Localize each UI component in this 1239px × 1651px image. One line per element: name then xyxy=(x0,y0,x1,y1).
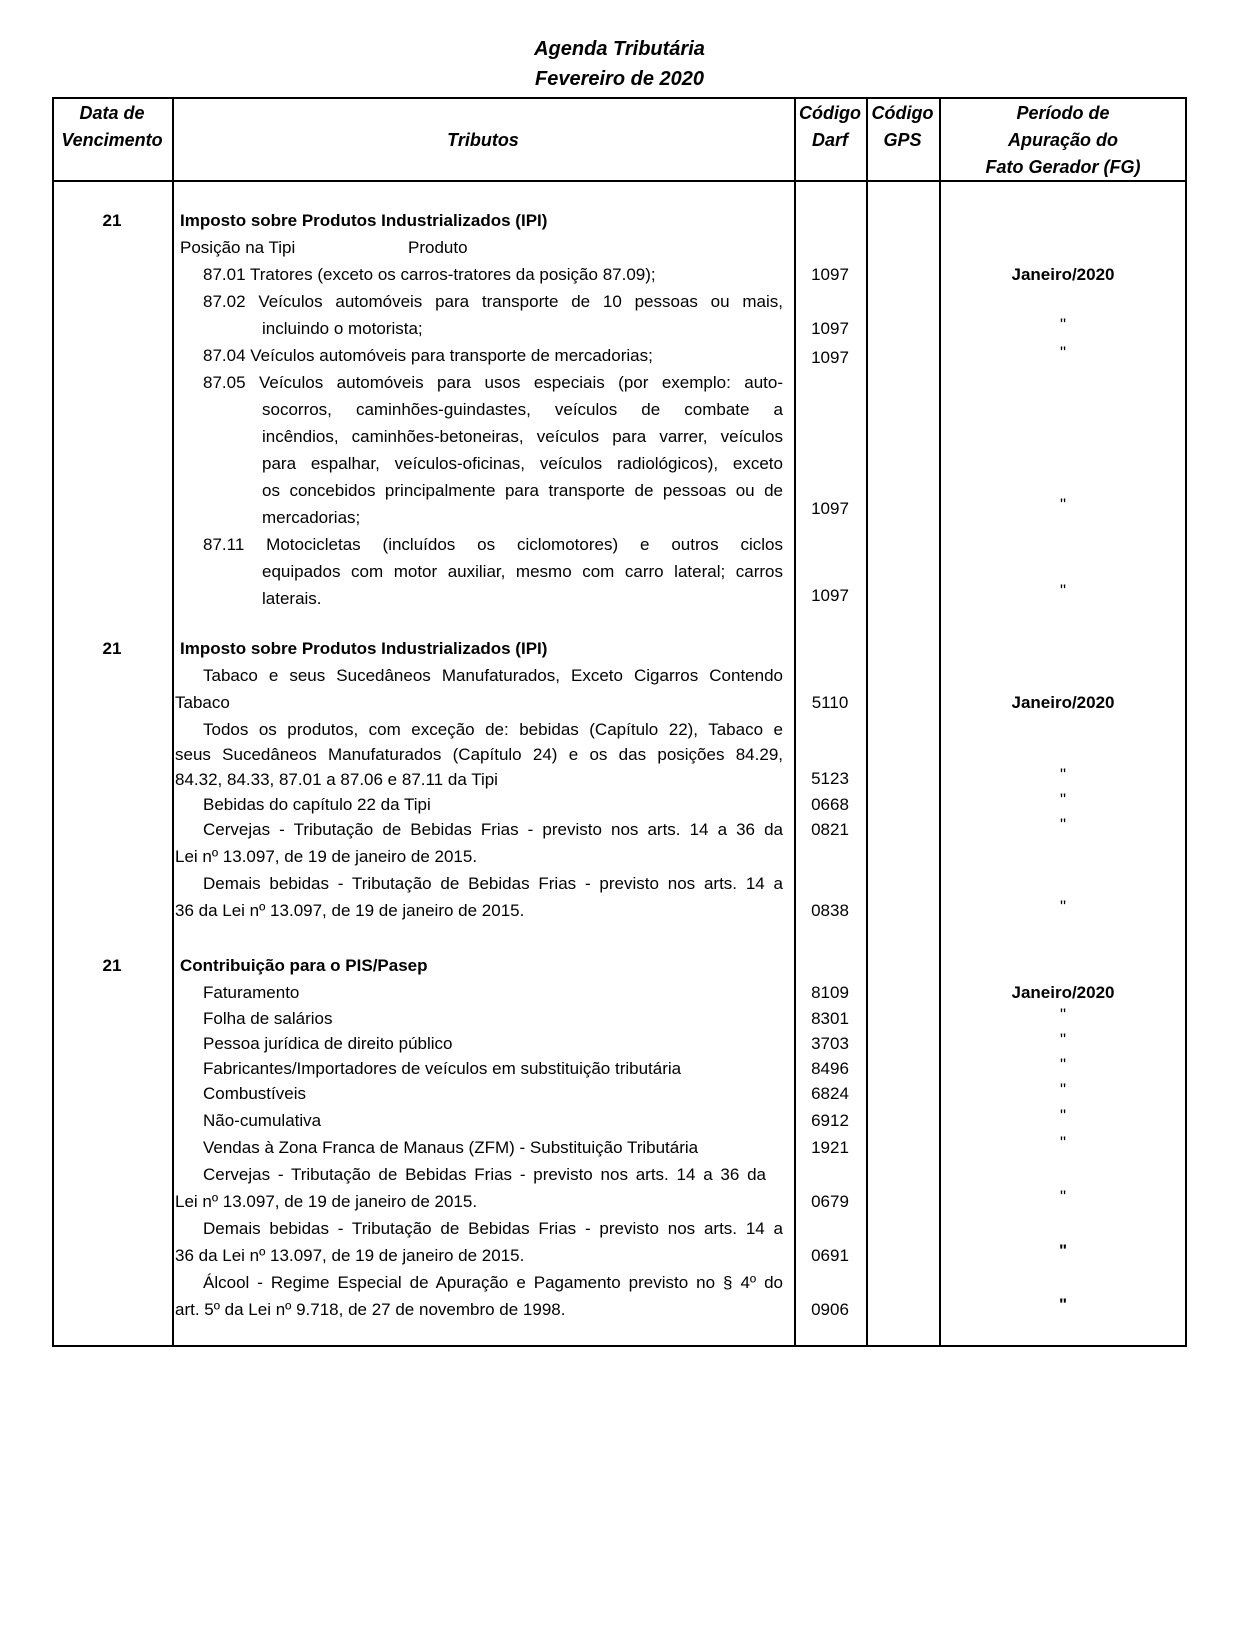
tribute-line: 87.02 Veículos automóveis para transporte de 10 pessoas ou mais, xyxy=(203,292,783,311)
tribute-line: 36 da Lei nº 13.097, de 19 de janeiro de 2015. xyxy=(175,1246,525,1265)
header-text: Vencimento xyxy=(61,130,163,150)
darf-code: 5110 xyxy=(811,693,849,712)
tribute-line: incêndios, caminhões-betoneiras, veículos para varrer, veículos xyxy=(262,427,783,446)
tribute-line: seus Sucedâneos Manufaturados (Capítulo 24) e os das posições 84.29, xyxy=(175,745,783,764)
tribute-line: socorros, caminhões-guindastes, veículos de combate a xyxy=(262,400,783,419)
tribute-line: Faturamento xyxy=(203,983,300,1002)
tribute-line: Bebidas do capítulo 22 da Tipi xyxy=(203,795,431,814)
tribute-line: Álcool - Regime Especial de Apuração e Pagamento previsto no § 4º do xyxy=(203,1273,783,1292)
ditto-mark: " xyxy=(1059,1187,1067,1206)
ditto-mark: " xyxy=(1059,815,1067,834)
darf-code: 1097 xyxy=(811,586,849,605)
tribute-line: Fabricantes/Importadores de veículos em substituição tributária xyxy=(203,1059,682,1078)
darf-code: 0906 xyxy=(811,1300,849,1319)
tribute-line: Demais bebidas - Tributação de Bebidas Frias - previsto nos arts. 14 a xyxy=(203,1219,783,1238)
due-day: 21 xyxy=(102,956,122,975)
tribute-line: Pessoa jurídica de direito público xyxy=(203,1034,453,1053)
page-subtitle: Fevereiro de 2020 xyxy=(535,68,704,90)
darf-code: 8496 xyxy=(811,1059,849,1078)
section-heading: Imposto sobre Produtos Industrializados (IPI) xyxy=(180,211,548,230)
darf-code: 0821 xyxy=(811,820,849,839)
darf-code: 6824 xyxy=(811,1084,849,1103)
ditto-mark: " xyxy=(1059,1030,1067,1049)
ditto-mark: " xyxy=(1059,765,1067,784)
due-day: 21 xyxy=(102,639,122,658)
column-divider xyxy=(172,97,174,1347)
tribute-line: os concebidos principalmente para transporte de pessoas ou de xyxy=(262,481,783,500)
tribute-line: Combustíveis xyxy=(203,1084,306,1103)
tribute-line: Demais bebidas - Tributação de Bebidas Frias - previsto nos arts. 14 a xyxy=(203,874,783,893)
darf-code: 1921 xyxy=(811,1138,849,1157)
darf-code: 1097 xyxy=(811,499,849,518)
header-text: Fato Gerador (FG) xyxy=(985,157,1141,177)
header-text: GPS xyxy=(883,130,922,150)
section-heading: Contribuição para o PIS/Pasep xyxy=(180,956,428,975)
ditto-mark: " xyxy=(1059,1055,1067,1074)
header-data-vencimento xyxy=(52,100,172,154)
section-heading: Imposto sobre Produtos Industrializados (IPI) xyxy=(180,639,548,658)
darf-code: 0679 xyxy=(811,1192,849,1211)
tribute-line: Tabaco e seus Sucedâneos Manufaturados, Exceto Cigarros Contendo xyxy=(203,666,783,685)
darf-code: 1097 xyxy=(811,265,849,284)
darf-code: 0838 xyxy=(811,901,849,920)
header-periodo xyxy=(939,100,1187,181)
period-value: Janeiro/2020 xyxy=(1011,983,1115,1002)
darf-code: 8109 xyxy=(811,983,849,1002)
tribute-line: Cervejas - Tributação de Bebidas Frias - previsto nos arts. 14 a 36 da xyxy=(203,1165,766,1184)
tribute-line: equipados com motor auxiliar, mesmo com carro lateral; carros xyxy=(262,562,783,581)
period-value: Janeiro/2020 xyxy=(1011,265,1115,284)
header-text: Código xyxy=(871,103,934,123)
ditto-mark: " xyxy=(1059,1133,1067,1152)
period-value: Janeiro/2020 xyxy=(1011,693,1115,712)
tribute-line: Lei nº 13.097, de 19 de janeiro de 2015. xyxy=(175,847,478,866)
tribute-line: 36 da Lei nº 13.097, de 19 de janeiro de 2015. xyxy=(175,901,525,920)
header-codigo-gps xyxy=(866,100,939,154)
header-text: Período de xyxy=(1016,103,1110,123)
ditto-mark: " xyxy=(1059,581,1067,600)
darf-code: 1097 xyxy=(811,319,849,338)
header-tributos: Tributos xyxy=(447,130,519,150)
tribute-line: 87.01 Tratores (exceto os carros-tratores da posição 87.09); xyxy=(203,265,656,284)
tribute-line: para espalhar, veículos-oficinas, veículos radiológicos), exceto xyxy=(262,454,783,473)
darf-code: 6912 xyxy=(811,1111,849,1130)
ditto-mark: " xyxy=(1059,1106,1067,1125)
column-divider xyxy=(866,97,868,1347)
header-text: Data de xyxy=(79,103,145,123)
tribute-line: 87.04 Veículos automóveis para transporte de mercadorias; xyxy=(203,346,653,365)
darf-code: 3703 xyxy=(811,1034,849,1053)
tribute-line: laterais. xyxy=(262,589,322,608)
tribute-line: Todos os produtos, com exceção de: bebidas (Capítulo 22), Tabaco e xyxy=(203,720,783,739)
ditto-mark: " xyxy=(1059,790,1067,809)
darf-code: 1097 xyxy=(811,348,849,367)
ditto-mark: " xyxy=(1059,897,1067,916)
tribute-line: 87.05 Veículos automóveis para usos especiais (por exemplo: auto- xyxy=(203,373,783,392)
tribute-line: art. 5º da Lei nº 9.718, de 27 de novembro de 1998. xyxy=(175,1300,566,1319)
header-text: Darf xyxy=(811,130,848,150)
tribute-line: Vendas à Zona Franca de Manaus (ZFM) - Substituição Tributária xyxy=(203,1138,699,1157)
ditto-mark: " xyxy=(1059,343,1067,362)
tribute-line: Cervejas - Tributação de Bebidas Frias - previsto nos arts. 14 a 36 da xyxy=(203,820,783,839)
ditto-mark: " xyxy=(1059,1080,1067,1099)
darf-code: 5123 xyxy=(811,769,849,788)
ditto-mark: " xyxy=(1058,1241,1068,1260)
tribute-line: Lei nº 13.097, de 19 de janeiro de 2015. xyxy=(175,1192,478,1211)
darf-code: 0691 xyxy=(811,1246,849,1265)
tribute-line: Tabaco xyxy=(175,693,230,712)
page-title: Agenda Tributária xyxy=(534,38,705,60)
header-codigo-darf xyxy=(794,100,866,154)
ditto-mark: " xyxy=(1059,1005,1067,1024)
tribute-line: 84.32, 84.33, 87.01 a 87.06 e 87.11 da Tipi xyxy=(175,770,498,789)
darf-code: 8301 xyxy=(811,1009,849,1028)
column-label: Produto xyxy=(408,238,468,257)
header-text: Código xyxy=(799,103,861,123)
tribute-line: incluindo o motorista; xyxy=(262,319,423,338)
tribute-line: 87.11 Motocicletas (incluídos os ciclomotores) e outros ciclos xyxy=(203,535,783,554)
ditto-mark: " xyxy=(1058,1295,1068,1314)
darf-code: 0668 xyxy=(811,795,849,814)
ditto-mark: " xyxy=(1059,495,1067,514)
tribute-line: Folha de salários xyxy=(203,1009,333,1028)
tribute-line: mercadorias; xyxy=(262,508,361,527)
header-text: Apuração do xyxy=(1007,130,1118,150)
due-day: 21 xyxy=(102,211,122,230)
tribute-line: Não-cumulativa xyxy=(203,1111,322,1130)
ditto-mark: " xyxy=(1059,315,1067,334)
column-label: Posição na Tipi xyxy=(180,238,296,257)
